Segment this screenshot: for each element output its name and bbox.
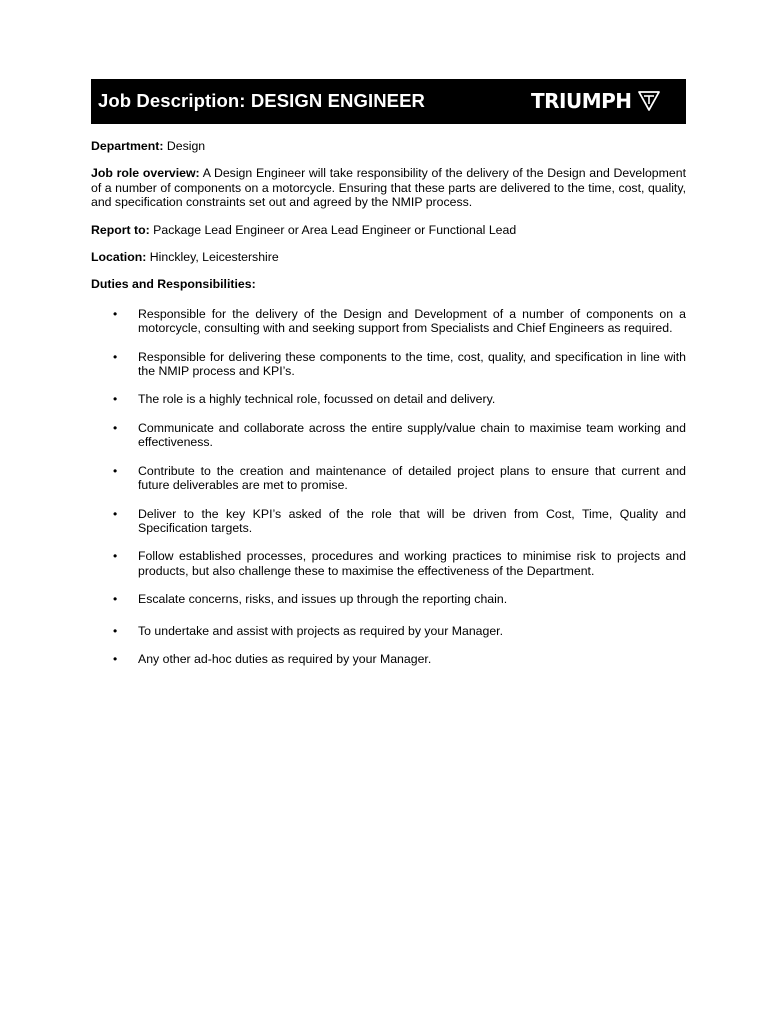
bullet-icon: • — [113, 549, 118, 564]
report-to-line — [91, 223, 686, 237]
bullet-icon: • — [113, 392, 118, 407]
duty-item — [91, 592, 686, 606]
bullet-icon: • — [113, 506, 118, 521]
report-to-label: Report to: — [91, 222, 150, 237]
duty-item — [91, 624, 686, 638]
location-line — [91, 250, 686, 264]
duty-text: Contribute to the creation and maintenance of detailed project plans to ensure that current and future deliverables are met to promise. — [138, 463, 686, 493]
bullet-icon: • — [113, 651, 118, 666]
duty-item — [91, 392, 686, 406]
duty-text: Any other ad-hoc duties as required by your Manager. — [138, 651, 432, 666]
overview-paragraph — [91, 166, 686, 209]
triumph-logo — [531, 88, 661, 114]
duty-item — [91, 507, 686, 536]
duty-text: The role is a highly technical role, focussed on detail and delivery. — [138, 392, 496, 407]
duties-heading: Duties and Responsibilities: — [91, 277, 256, 292]
duty-item — [91, 464, 686, 493]
duty-text: To undertake and assist with projects as required by your Manager. — [138, 623, 504, 638]
duty-item — [91, 421, 686, 450]
logo-wordmark: TRIUMPH — [531, 89, 632, 113]
overview-value: A Design Engineer will take responsibility of the delivery of the Design and Development of a number of components on a motorcycle. Ensuring that these parts are delivered to the time, cost, quality, and specification constraints set out and agreed by the NMIP process. — [91, 166, 686, 210]
report-to-value: Package Lead Engineer or Area Lead Engineer or Functional Lead — [153, 222, 517, 237]
duty-item — [91, 350, 686, 379]
triumph-triangle-mark-icon — [637, 89, 661, 113]
department-line — [91, 139, 686, 153]
job-description-page — [91, 79, 686, 680]
duties-list — [91, 307, 686, 667]
bullet-icon: • — [113, 592, 118, 607]
location-label: Location: — [91, 250, 147, 265]
page-title — [98, 92, 425, 111]
duty-text: Follow established processes, procedures and working practices to minimise risk to projects and products, but also challenge these to maximise the effectiveness of the Department. — [138, 549, 686, 578]
overview-label: Job role overview: — [91, 166, 200, 181]
duty-text: Communicate and collaborate across the entire supply/value chain to maximise team working and effectiveness. — [138, 420, 686, 450]
duty-text: Escalate concerns, risks, and issues up through the reporting chain. — [138, 592, 508, 607]
page-title-prefix: Job Description: — [98, 90, 251, 112]
bullet-icon: • — [113, 463, 118, 478]
duty-text: Responsible for the delivery of the Design and Development of a number of components on a motorcycle, consulting with and seeking support from Specialists and Chief Engineers as required. — [138, 306, 686, 336]
bullet-icon: • — [113, 623, 118, 638]
department-label: Department: — [91, 139, 164, 153]
duty-item — [91, 549, 686, 578]
location-value: Hinckley, Leicestershire — [149, 250, 279, 265]
bullet-icon: • — [113, 306, 118, 321]
header-bar — [91, 79, 686, 124]
duty-text: Deliver to the key KPI’s asked of the role that will be driven from Cost, Time, Quality and Specification targets. — [138, 506, 686, 535]
bullet-icon: • — [113, 349, 118, 364]
bullet-icon: • — [113, 420, 118, 435]
document-body — [91, 139, 686, 666]
duty-item — [91, 652, 686, 666]
duty-item — [91, 307, 686, 336]
page-title-role: DESIGN ENGINEER — [250, 90, 426, 112]
department-value: Design — [166, 139, 206, 153]
duty-text: Responsible for delivering these components to the time, cost, quality, and specification in line with the NMIP process and KPI’s. — [138, 349, 686, 379]
